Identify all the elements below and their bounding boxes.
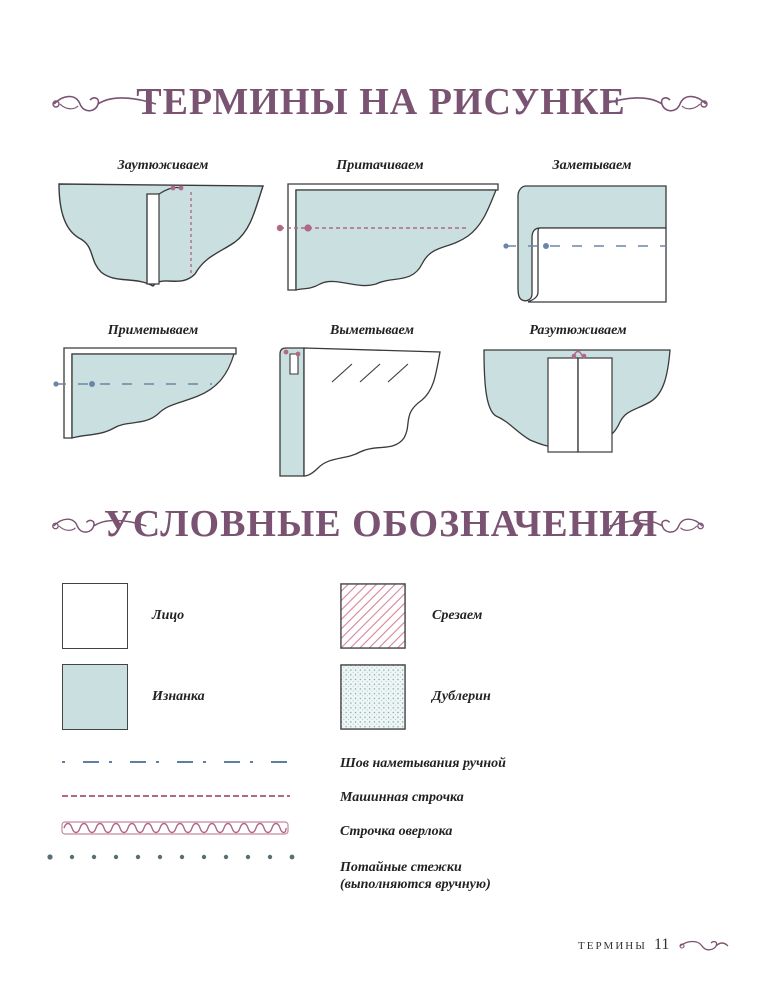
figure-label-press-open: Разутюживаем xyxy=(529,323,627,338)
figure-label-baste-attach: Приметываем xyxy=(107,323,199,338)
figure-label-baste-edge: Выметываем xyxy=(330,323,414,338)
face-swatch xyxy=(62,583,128,649)
overlock-line xyxy=(60,817,292,839)
figure-press-illustration xyxy=(55,180,270,290)
cut-swatch xyxy=(340,583,406,649)
blind-stitch-label: Потайные стежки xyxy=(340,860,462,875)
right-flourish-ornament xyxy=(600,92,710,116)
reverse-label: Изнанка xyxy=(152,689,205,704)
figure-stitch-illustration xyxy=(272,180,504,292)
figure-label-baste-hem: Заметываем xyxy=(552,158,632,173)
overlock-label: Строчка оверлока xyxy=(340,824,453,839)
blind-stitch-line xyxy=(46,850,296,864)
page-number: 11 xyxy=(654,936,670,953)
hand-baste-label: Шов наметывания ручной xyxy=(340,756,506,771)
figure-baste-edge-illustration xyxy=(276,344,446,478)
interlining-swatch xyxy=(340,664,406,730)
machine-stitch-label: Машинная строчка xyxy=(340,790,464,805)
figure-baste-hem-illustration xyxy=(498,182,673,306)
figure-label-press: Заутюживаем xyxy=(117,158,209,173)
page-title: ТЕРМИНЫ НА РИСУНКЕ xyxy=(136,81,626,123)
footer-section-name: ТЕРМИНЫ xyxy=(578,940,647,952)
footer-flourish-ornament xyxy=(678,938,730,954)
reverse-swatch xyxy=(62,664,128,730)
right-flourish-ornament-2 xyxy=(606,514,706,538)
face-label: Лицо xyxy=(152,608,185,623)
figure-press-open-illustration xyxy=(480,344,675,456)
cut-label: Срезаем xyxy=(432,608,483,623)
hand-baste-line xyxy=(60,756,292,768)
blind-stitch-note: (выполняются вручную) xyxy=(340,877,491,892)
figure-label-stitch: Притачиваем xyxy=(336,158,424,173)
figure-baste-attach-illustration xyxy=(48,344,240,440)
section-title: УСЛОВНЫЕ ОБОЗНАЧЕНИЯ xyxy=(103,503,659,545)
machine-stitch-line xyxy=(60,790,292,802)
interlining-label: Дублерин xyxy=(432,689,491,704)
